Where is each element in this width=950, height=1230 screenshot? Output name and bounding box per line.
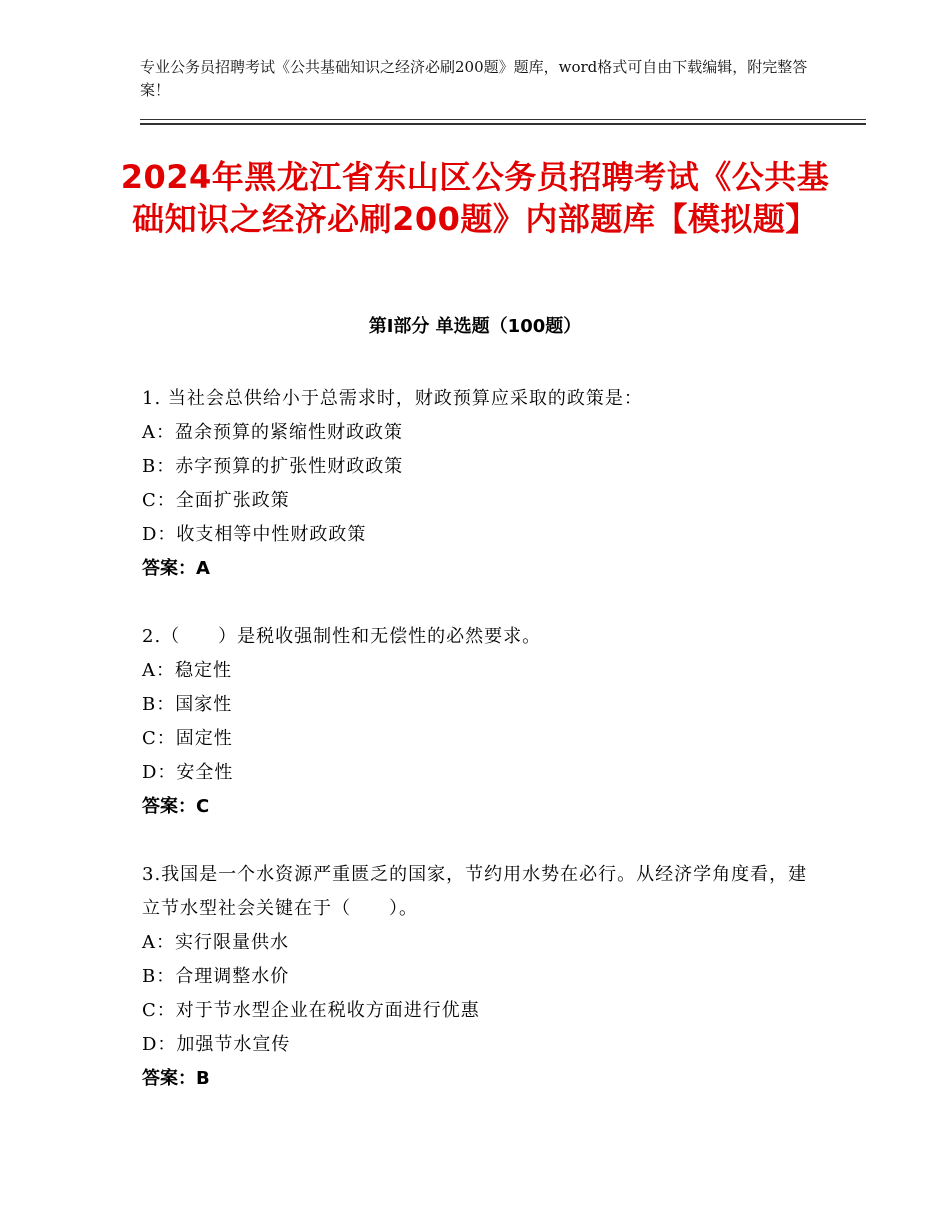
answer-line: 答案：A bbox=[142, 558, 210, 579]
question-list bbox=[142, 382, 822, 1130]
option-a: A：盈余预算的紧缩性财政政策 bbox=[142, 422, 403, 443]
option-c: C：对于节水型企业在税收方面进行优惠 bbox=[142, 1000, 480, 1021]
question-stem: 3.我国是一个水资源严重匮乏的国家，节约用水势在必行。从经济学角度看，建立节水型社会关键在于（ ）。 bbox=[142, 864, 808, 919]
option-d: D：收支相等中性财政政策 bbox=[142, 524, 367, 545]
section-title: 第Ⅰ部分 单选题（100题） bbox=[368, 316, 582, 337]
option-b: B：国家性 bbox=[142, 694, 233, 715]
question-stem: 2.（ ）是税收强制性和无偿性的必然要求。 bbox=[142, 626, 542, 647]
option-c: C：全面扩张政策 bbox=[142, 490, 290, 511]
answer-line: 答案：C bbox=[142, 796, 210, 817]
question-item bbox=[142, 382, 822, 586]
option-a: A：稳定性 bbox=[142, 660, 232, 681]
option-d: D：加强节水宣传 bbox=[142, 1034, 291, 1055]
option-b: B：赤字预算的扩张性财政政策 bbox=[142, 456, 404, 477]
header-note: 专业公务员招聘考试《公共基础知识之经济必刷200题》题库，word格式可自由下载编辑，附完整答案！ bbox=[140, 58, 808, 99]
option-b: B：合理调整水价 bbox=[142, 966, 290, 987]
option-a: A：实行限量供水 bbox=[142, 932, 289, 953]
question-stem: 1. 当社会总供给小于总需求时，财政预算应采取的政策是： bbox=[142, 388, 643, 409]
answer-line: 答案：B bbox=[142, 1068, 210, 1089]
option-c: C：固定性 bbox=[142, 728, 233, 749]
option-d: D：安全性 bbox=[142, 762, 234, 783]
document-title: 2024年黑龙江省东山区公务员招聘考试《公共基础知识之经济必刷200题》内部题库【模拟题】 bbox=[120, 158, 830, 238]
header-divider-thin bbox=[140, 119, 866, 120]
header-divider-thick bbox=[140, 123, 866, 125]
question-item bbox=[142, 858, 822, 1096]
question-item bbox=[142, 620, 822, 824]
